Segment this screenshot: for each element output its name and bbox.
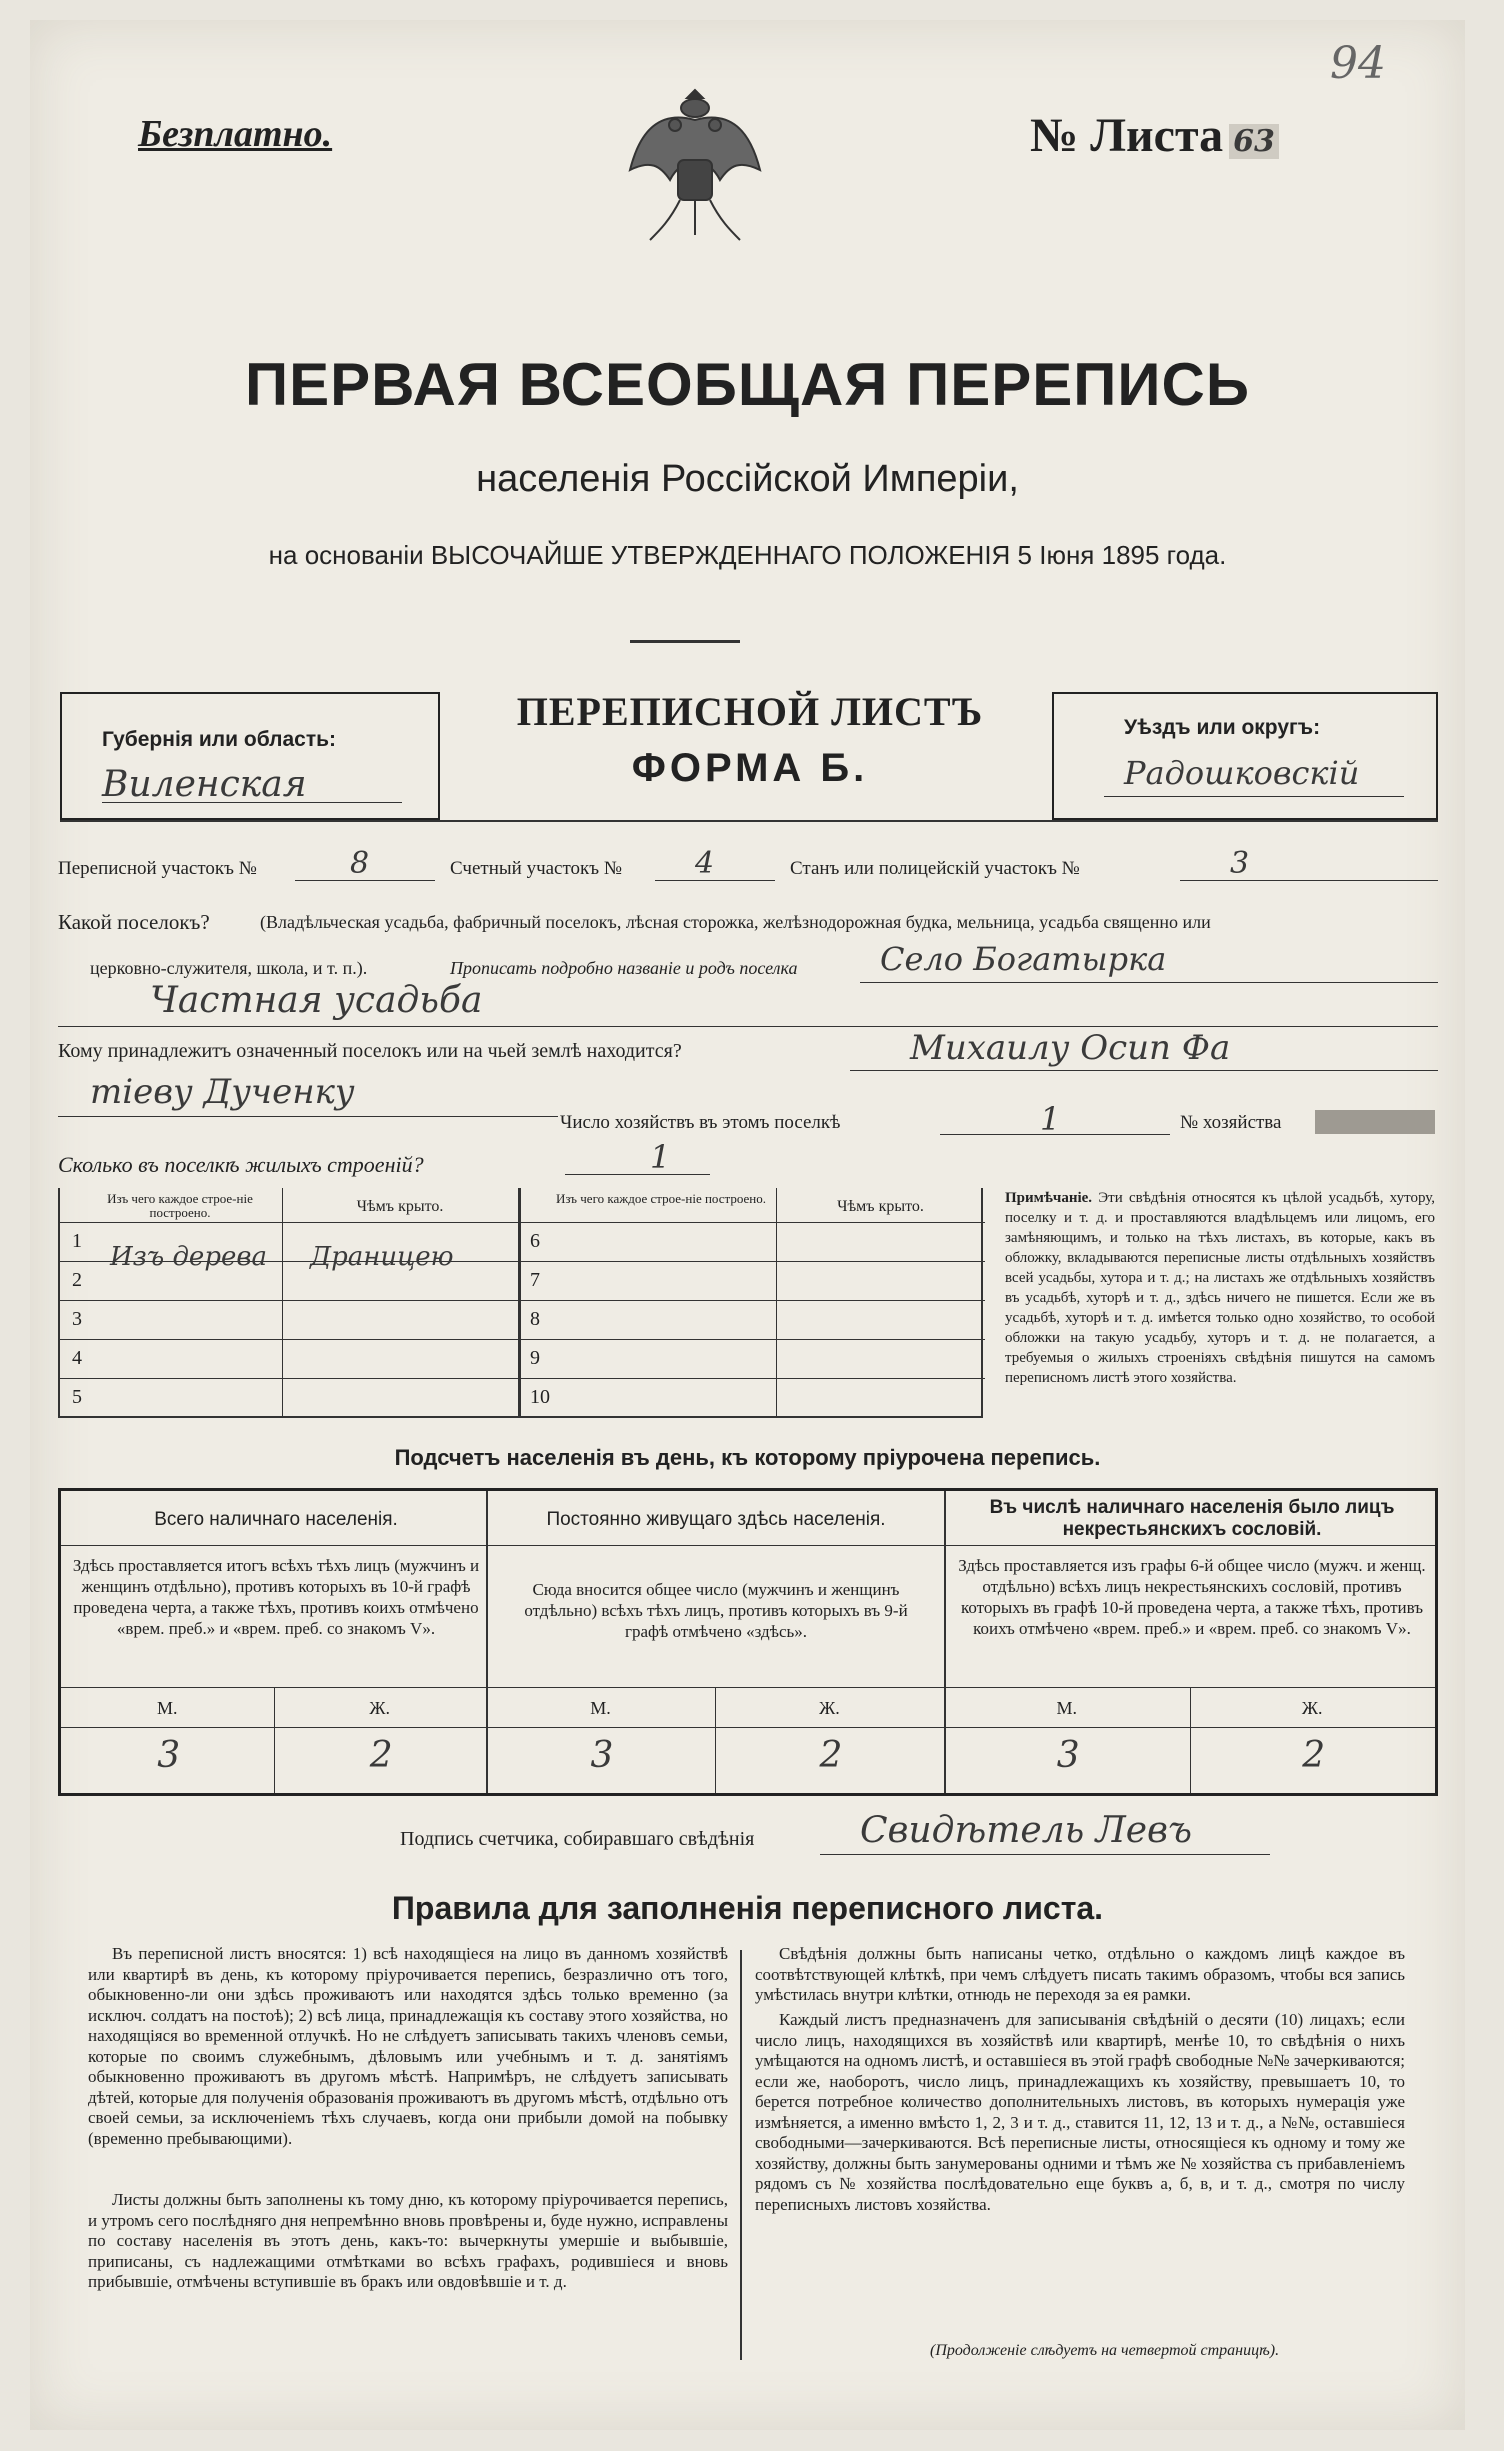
buildings-underline: [565, 1174, 710, 1175]
building-row-rule: [60, 1378, 518, 1379]
left-col-material-header: Изъ чего каждое строе-ніе построено.: [107, 1191, 253, 1220]
uezd-label: Уѣздъ или округъ:: [1124, 716, 1321, 739]
building-row-num-10: 10: [530, 1386, 550, 1408]
household-no-label: № хозяйства: [1180, 1112, 1282, 1133]
uezd-box: [1052, 692, 1438, 820]
rules-right-p2: Каждый листъ предназначенъ для записыванія свѣдѣній о десяти (10) лицахъ; если число лицъ, находящихся въ хозяйствѣ или квартирѣ, менѣе 10, то свѣдѣнія о нихъ умѣщаются на одномъ листѣ, и оставшіеся въ этой графѣ свободные №№ зачеркиваются; если же, наоборотъ, число лицъ, принадлежащихъ къ хозяйству, превышаетъ 10, то берется потребное количество дополнительныхъ листовъ, въ которыхъ нумерація уже измѣняется, а именно вмѣсто 1, 2, 3 и т. д., ставится 11, 12, 13 и т. д., а №№, оставшіеся свободными—зачеркиваются. Всѣ переписные листы, относящіеся къ одному и тому же хозяйству, должны быть занумерованы одними и тѣмъ же № хозяйства съ прибавленіемъ рядомъ съ № хозяйства послѣдовательно еще буквъ а, б, в, и т. д., смотря по числу переписныхъ листовъ хозяйства.: [755, 2010, 1405, 2214]
census-sheet: [30, 20, 1465, 2430]
page-subtitle: населенія Россійской Имперіи,: [476, 458, 1019, 500]
settlement-value-2: Частная усадьба: [150, 980, 483, 1021]
owner-value-2: тіеву Дученку: [90, 1072, 355, 1112]
title-divider: [630, 640, 740, 643]
rules-column-divider: [740, 1950, 742, 2360]
basis-line: на основаніи ВЫСОЧАЙШЕ УТВЕРЖДЕННАГО ПОЛОЖЕНІЯ 5 Іюня 1895 года.: [268, 540, 1227, 570]
uezd-value: Радошковскій: [1124, 754, 1360, 792]
female-count-2: 2: [819, 1735, 843, 1776]
sheet-no-value: 63: [1229, 124, 1279, 159]
rules-right-p1: Свѣдѣнія должны быть написаны четко, отдѣльно о каждомъ лицѣ каждое въ соотвѣтствующей клѣткѣ, при чемъ слѣдуетъ писать такимъ образомъ, чтобы вся запись умѣстилась внутри клѣтки, отнюдь не переходя за ея рамки.: [755, 1944, 1405, 2004]
settlement-underline-2: [58, 1026, 1438, 1027]
col3-text: Здѣсь проставляется изъ графы 6-й общее число (мужч. и женщ. отдѣльно) всѣхъ лицъ некрестьянскихъ сословій, противъ которыхъ въ графѣ 10-й проведена черта, а также тѣхъ, противъ коихъ отмѣчено «врем. преб.» и «врем. преб. со знакомъ V».: [958, 1556, 1426, 1638]
pop-divider-2: [944, 1491, 946, 1793]
page-title: ПЕРВАЯ ВСЕОБЩАЯ ПЕРЕПИСЬ: [245, 351, 1250, 418]
mf-header-rule: [61, 1727, 1435, 1728]
right-header-rule: [518, 1222, 985, 1223]
settlement-value: Село Богатырка: [880, 940, 1167, 978]
rules-left-p1: Въ переписной листъ вносятся: 1) всѣ находящіеся на лицо въ данномъ хозяйствѣ или квартирѣ въ день, къ которому пріурочивается перепись, безразлично отъ того, обыкновенно-ли они здѣсь проживаютъ или находятся здѣсь только временно (за исключ. солдатъ на постоѣ); 2) всѣ лица, принадлежащія къ составу этого хозяйства, но находящіяся во временной отлучкѣ. Но не слѣдуетъ записывать такихъ членовъ семьи, которые по своимъ служебнымъ, дѣловымъ или учебнымъ и т. д. занятіямъ обыкновенно проживаютъ въ другомъ мѣстѣ. Напримѣръ, не слѣдуетъ записывать дѣтей, которые для полученія образованія проживаютъ въ другомъ мѣстѣ, отдѣльно отъ своей семьи, за исключеніемъ тѣхъ случаевъ, когда они прибыли домой на побывку (временно пребывающими).: [88, 1944, 728, 2148]
male-count-2: 3: [590, 1735, 614, 1776]
owner-underline: [850, 1070, 1438, 1071]
owner-value: Михаилу Осип Фа: [910, 1028, 1231, 1068]
free-label: Безплатно.: [138, 113, 333, 155]
row1-roof: Драницею: [310, 1242, 454, 1272]
census-district-value: 8: [350, 846, 370, 881]
gubernia-label: Губернія или область:: [102, 728, 337, 751]
settlement-instruction: Прописать подробно названіе и родъ поселка: [450, 958, 798, 978]
form-title: ПЕРЕПИСНОЙ ЛИСТЪ: [516, 689, 984, 734]
female-count-3: 2: [1302, 1735, 1326, 1776]
buildings-label: Сколько въ поселкѣ жилыхъ строеній?: [58, 1152, 424, 1177]
owner-label: Кому принадлежитъ означенный поселокъ или на чьей землѣ находится?: [58, 1040, 682, 1062]
gubernia-box: [60, 692, 440, 820]
population-heading: Подсчетъ населенія въ день, къ которому пріурочена перепись.: [394, 1445, 1101, 1470]
female-header-2: Ж.: [819, 1698, 840, 1718]
right-col-roof-header: Чѣмъ крыто.: [837, 1198, 924, 1215]
gubernia-underline: [102, 802, 402, 803]
uezd-underline: [1104, 796, 1404, 797]
col3-title: Въ числѣ наличнаго населенія было лицъ некрестьянскихъ сословій.: [989, 1497, 1395, 1540]
building-row-num-8: 8: [530, 1308, 540, 1330]
male-header-1: М.: [156, 1698, 178, 1718]
note-block: [1005, 1188, 1435, 1388]
signature-underline: [820, 1854, 1270, 1855]
region-bottom-rule: [60, 820, 1438, 822]
census-district-underline: [295, 880, 435, 881]
signature-label: Подпись счетчика, собиравшаго свѣдѣнія: [400, 1828, 755, 1850]
building-row-rule: [518, 1378, 985, 1379]
household-no-redaction: [1315, 1110, 1435, 1134]
households-underline: [940, 1134, 1170, 1135]
rules-left-p2: Листы должны быть заполнены къ тому дню, къ которому пріурочивается перепись, и утромъ сего послѣдняго дня непремѣнно вновь провѣрены и, буде нужно, исправлены по составу населенія въ этотъ день, какъ-то: вычеркнуты умершіе и выбывшіе, приписаны, съ надлежащими отмѣтками во всѣхъ графахъ, родившіеся и вновь прибывшіе, отмѣчены вступившіе въ бракъ или овдовѣвшіе и т. д.: [88, 2190, 728, 2291]
households-value: 1: [1040, 1100, 1061, 1138]
counting-district-label: Счетный участокъ №: [450, 858, 622, 879]
male-header-2: М.: [590, 1698, 611, 1718]
settlement-label: Какой поселокъ?: [58, 910, 210, 934]
female-header-1: Ж.: [369, 1698, 391, 1718]
left-col-roof-header: Чѣмъ крыто.: [356, 1198, 444, 1215]
row1-material: Изъ дерева: [110, 1242, 267, 1272]
building-row-rule: [60, 1300, 518, 1301]
building-row-num-2: 2: [72, 1269, 82, 1291]
right-col-material-header: Изъ чего каждое строе-ніе построено.: [556, 1191, 766, 1206]
households-label: Число хозяйствъ въ этомъ поселкѣ: [560, 1112, 841, 1133]
form-name: ФОРМА Б.: [631, 746, 869, 790]
pop-text-rule: [61, 1687, 1435, 1688]
rules-continued: (Продолженіе слѣдуетъ на четвертой страницѣ).: [930, 2342, 1280, 2359]
counting-district-value: 4: [695, 846, 715, 881]
buildings-value: 1: [650, 1138, 671, 1176]
building-row-rule: [518, 1261, 985, 1262]
male-count-1: 3: [157, 1735, 181, 1776]
female-header-3: Ж.: [1301, 1698, 1323, 1718]
signature-value: Свидѣтель Левъ: [860, 1810, 1192, 1851]
settlement-hint-2: церковно-служителя, школа, и т. п.).: [90, 958, 368, 978]
stan-value: 3: [1230, 846, 1250, 881]
buildings-table: [58, 1188, 983, 1418]
settlement-underline: [860, 982, 1438, 983]
building-row-num-1: 1: [72, 1230, 82, 1252]
owner-underline-2: [58, 1116, 558, 1117]
col1-text: Здѣсь проставляется итогъ всѣхъ тѣхъ лицъ (мужчинъ и женщинъ отдѣльно), противъ которыхъ въ 10-й графѣ проведена черта, а также тѣхъ, противъ коихъ отмѣчено «врем. преб.» и «врем. преб. со знакомъ V».: [72, 1556, 480, 1638]
note-text: Эти свѣдѣнія относятся къ цѣлой усадьбѣ, хутору, поселку и т. д. и проставляются владѣльцемъ или лицомъ, его замѣняющимъ, и только на тѣхъ листахъ, въ которые, какъ въ обложку, вкладываются переписные листы отдѣльныхъ хозяйствъ всей усадьбы, хутора и т. д.; на листахъ же отдѣльныхъ хозяйствъ въ усадьбѣ, хуторѣ и т. д., здѣсь ничего не пишется. Если же въ усадьбѣ, хуторѣ и т. д. имѣется только одно хозяйство, то особой обложки на такую усадьбу, хуторъ и т. д. не полагается, а требуемыя о жилыхъ строеніяхъ свѣдѣнія пишутся на самомъ переписномъ листѣ этого хозяйства.: [1005, 1190, 1435, 1386]
sheet-no-label: № Листа 63: [1030, 108, 1279, 163]
male-header-3: М.: [1056, 1698, 1077, 1718]
col1-title: Всего наличнаго населенія.: [154, 1509, 398, 1530]
census-district-label: Переписной участокъ №: [58, 858, 257, 879]
col2-text: Сюда вносится общее число (мужчинъ и женщинъ отдѣльно) всѣхъ тѣхъ лицъ, противъ которыхъ въ 9-й графѣ отмѣчено «здѣсь».: [524, 1580, 908, 1641]
building-row-num-3: 3: [72, 1308, 82, 1330]
archive-number: 94: [1330, 38, 1386, 89]
note-label: Примѣчаніе.: [1005, 1190, 1093, 1206]
building-row-rule: [518, 1300, 985, 1301]
building-row-num-4: 4: [72, 1347, 82, 1369]
building-row-num-7: 7: [530, 1269, 540, 1291]
building-row-num-5: 5: [72, 1386, 82, 1408]
building-row-rule: [518, 1339, 985, 1340]
pop-divider-1: [486, 1491, 488, 1793]
building-row-num-6: 6: [530, 1230, 540, 1252]
building-row-num-9: 9: [530, 1347, 540, 1369]
population-table: [58, 1488, 1438, 1796]
pop-title-rule: [61, 1545, 1435, 1546]
male-count-3: 3: [1056, 1735, 1080, 1776]
counting-district-underline: [655, 880, 775, 881]
gubernia-value: Виленская: [102, 764, 307, 805]
col2-title: Постоянно живущаго здѣсь населенія.: [546, 1509, 886, 1530]
imperial-eagle-icon: [620, 80, 770, 250]
stan-underline: [1180, 880, 1438, 881]
left-header-rule: [60, 1222, 518, 1223]
settlement-hint: (Владѣльческая усадьба, фабричный поселокъ, лѣсная сторожка, желѣзнодорожная будка, мельница, усадьба священно или: [260, 912, 1211, 932]
female-count-1: 2: [369, 1735, 393, 1776]
stan-label: Станъ или полицейскій участокъ №: [790, 858, 1080, 879]
building-row-rule: [60, 1339, 518, 1340]
rules-title: Правила для заполненія переписного листа.: [391, 1890, 1104, 1926]
